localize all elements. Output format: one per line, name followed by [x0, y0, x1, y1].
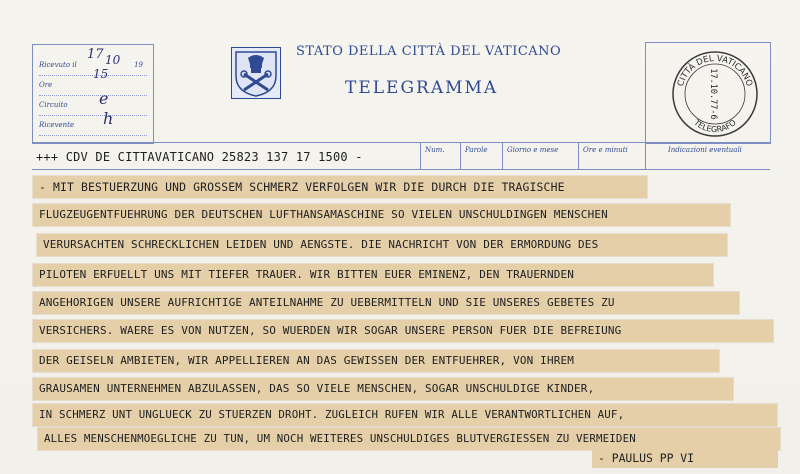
- receipt-box: [32, 44, 154, 144]
- receipt-row-hours: Ore: [39, 81, 147, 96]
- postmark-stamp-icon: [670, 49, 760, 139]
- message-line: VERSICHERS. WAERE ES VON NUTZEN, SO WUERDEN WIR SOGAR UNSERE PERSON FUER DIE BEFREIUNG: [33, 320, 773, 342]
- handwritten-receiver: h: [103, 109, 114, 128]
- year-suffix: 19: [134, 61, 143, 69]
- message-line: IN SCHMERZ UNT UNGLUECK ZU STUERZEN DROHT. ZUGLEICH RUFEN WIR ALLE VERANTWORTLICHEN AUF,: [33, 404, 777, 426]
- message-line: ANGEHORIGEN UNSERE AUFRICHTIGE ANTEILNAHME ZU UEBERMITTELN UND SIE UNSERES GEBETES ZU: [33, 292, 739, 314]
- handwritten-month: 10: [105, 53, 121, 67]
- receipt-row-received: Ricevuto il 19: [39, 61, 147, 76]
- svg-text:TELEGRAFO: [691, 117, 737, 134]
- receipt-row-circuit: Circuito: [39, 101, 147, 116]
- col-ore: Ore e minuti: [578, 143, 643, 169]
- message-line: ALLES MENSCHENMOEGLICHE ZU TUN, UM NOCH WEITERES UNSCHULDIGES BLUTVERGIESSEN ZU VERMEIDEN: [38, 428, 780, 450]
- message-line: FLUGZEUGENTFUEHRUNG DER DEUTSCHEN LUFTHANSAMASCHINE SO VIELEN UNSCHULDINGEN MENSCHEN: [33, 204, 730, 226]
- handwritten-hour: 15: [93, 67, 109, 81]
- stamp-date: 17.10.77-6: [708, 68, 718, 120]
- message-line: DER GEISELN AMBIETEN, WIR APPELLIEREN AN DAS GEWISSEN DER ENTFUEHRER, VON IHREM: [33, 350, 719, 372]
- col-giorno: Giorno e mese: [502, 143, 573, 169]
- message-line: VERURSACHTEN SCHRECKLICHEN LEIDEN UND AENGSTE. DIE NACHRICHT VON DER ERMORDUNG DES: [37, 234, 727, 256]
- message-line: PILOTEN ERFUELLT UNS MIT TIEFER TRAUER. WIR BITTEN EUER EMINENZ, DEN TRAUERNDEN: [33, 264, 713, 286]
- col-num: Num.: [420, 143, 461, 169]
- message-line: - MIT BESTUERZUNG UND GROSSEM SCHMERZ VERFOLGEN WIR DIE DURCH DIE TRAGISCHE: [33, 176, 647, 198]
- stamp-outer-text: CITTÀ DEL VATICANO: [676, 53, 755, 88]
- col-indicazioni: Indicazioni eventuali: [645, 143, 788, 169]
- stamp-bottom-text: TELEGRAFO: [692, 117, 738, 135]
- state-title: STATO DELLA CITTÀ DEL VATICANO: [296, 44, 562, 59]
- vatican-crest-icon: [231, 47, 281, 99]
- stamp-box: [645, 42, 771, 144]
- receipt-row-receiver: Ricevente: [39, 121, 147, 136]
- telegram-preamble: +++ CDV DE CITTAVATICANO 25823 137 17 1500 -: [36, 150, 363, 164]
- signature: - PAULUS PP VI: [592, 448, 778, 468]
- col-parole: Parole: [460, 143, 501, 169]
- handwritten-circuit: e: [99, 89, 109, 108]
- handwritten-day: 17: [87, 47, 104, 62]
- message-line: GRAUSAMEN UNTERNEHMEN ABZULASSEN, DAS SO VIELE MENSCHEN, SOGAR UNSCHULDIGE KINDER,: [33, 378, 733, 400]
- form-title: TELEGRAMMA: [345, 78, 499, 98]
